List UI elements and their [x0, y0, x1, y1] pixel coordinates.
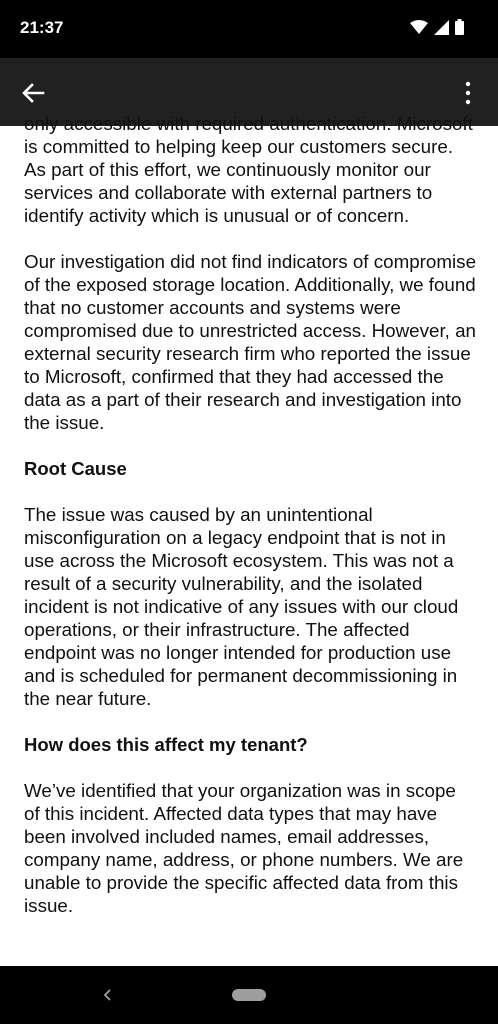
- home-pill-icon[interactable]: [232, 989, 266, 1001]
- status-icons: [410, 19, 464, 35]
- article-paragraph: Our investigation did not find indicators of compromise of the exposed storage location. Additionally, we found that no customer accounts and systems were compromised due to unrestricted access. However, an external security research firm who reported the issue to Microsoft, confirmed that they had accessed the data as a part of their research and investigation into the issue.: [24, 251, 477, 433]
- status-bar: [0, 0, 498, 58]
- more-vert-icon: [458, 78, 478, 108]
- wifi-icon: [410, 20, 428, 34]
- nav-back-button[interactable]: [100, 984, 116, 1006]
- battery-icon: [455, 19, 464, 35]
- back-button[interactable]: [16, 76, 50, 110]
- status-time: 21:37: [20, 18, 64, 37]
- article-body: [24, 112, 476, 940]
- section-heading-tenant: How does this affect my tenant?: [24, 734, 308, 755]
- article-content[interactable]: [0, 113, 498, 966]
- nav-back-chevron-icon: [100, 984, 116, 1006]
- arrow-left-icon: [16, 76, 50, 110]
- section-heading-root-cause: Root Cause: [24, 458, 127, 479]
- article-paragraph: The issue was caused by an unintentional misconfiguration on a legacy endpoint that is not in use across the Microsoft ecosystem. This was not a result of a security vulnerability, and the isolated incident is not indicative of any issues with our cloud operations, or their infrastructure. The affected endpoint was no longer intended for production use and is scheduled for permanent decommissioning in the near future.: [24, 504, 459, 709]
- more-options-button[interactable]: [458, 78, 478, 108]
- article-paragraph: only accessible with required authentication. Microsoft is committed to helping keep our customers secure. As part of this effort, we continuously monitor our services and collaborate with external partners to identify activity which is unusual or of concern.: [24, 113, 473, 226]
- cellular-signal-icon: [434, 20, 449, 35]
- article-paragraph: We’ve identified that your organization was in scope of this incident. Affected data types that may have been involved included names, email addresses, company name, address, or phone numbers. We are unable to provide the specific affected data from this issue.: [24, 780, 464, 916]
